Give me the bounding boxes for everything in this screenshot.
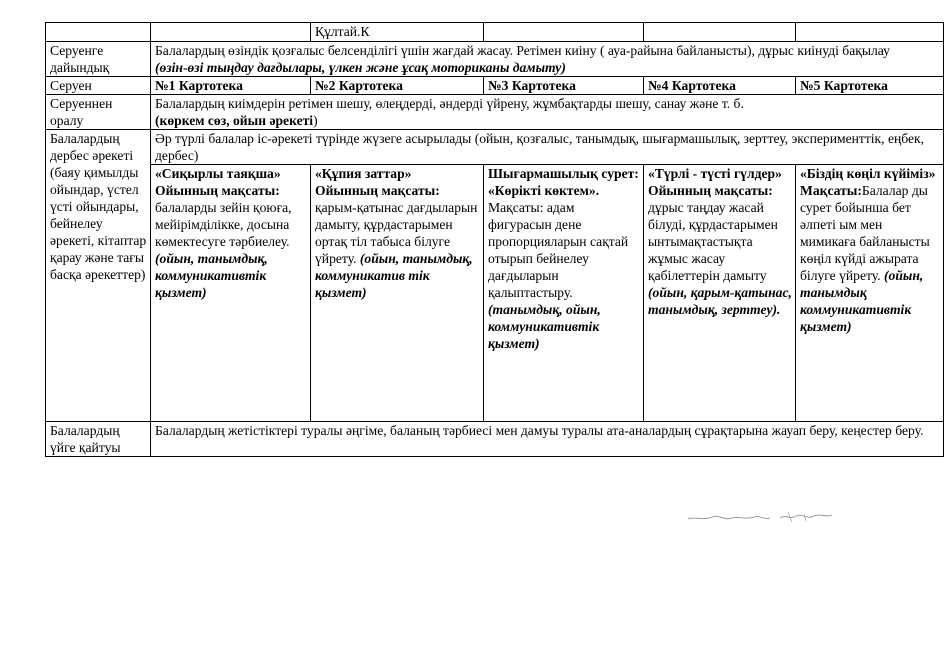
cell-empty xyxy=(796,23,944,42)
free-intro: Әр түрлі балалар іс-әрекеті түрінде жүзеге асырылады (ойын, қозғалыс, танымдық, шығармашылық, зерттеу, эксперименттік, еңбек, дербес) xyxy=(151,130,944,165)
activity-3 xyxy=(484,165,644,422)
card-5: №5 Картотека xyxy=(796,77,944,95)
activity-5-text: Балалар ды сурет бойынша бет әлпеті ым мен мимикаға байланысты көңіл күйді ажырата білуге үйрету. xyxy=(800,183,930,283)
prep-cell xyxy=(151,42,944,77)
row-label-home: Балалардың үйге қайтуы xyxy=(46,422,151,457)
cell-empty xyxy=(484,23,644,42)
activity-4-text: дұрыс таңдау жасай білуді, құрдастарымен ынтымақтастықта жұмыс жасау қабілеттерін дамыту xyxy=(648,200,778,283)
plan-table xyxy=(45,22,944,457)
signature-mark xyxy=(686,508,836,526)
table-row-header xyxy=(46,23,944,42)
cell-teacher: Құлтай.К xyxy=(311,23,484,42)
activity-2-text: қарым-қатынас дағдыларын дамыту, құрдастарымен ортақ тіл табыса білуге үйрету. xyxy=(315,200,478,266)
activity-2-title: «Құпия заттар» xyxy=(315,166,412,181)
activity-3-goal: Мақсаты: адам фигурасын дене пропорцияларын сақтай отырып бейнелеу дағдыларын қалыптастыру. xyxy=(488,200,629,300)
prep-text: Балалардың өзіндік қозғалыс белсенділігі үшін жағдай жасау. Ретімен киіну ( ауа-райына байланысты), дұрыс киінуді бақылау xyxy=(155,43,890,58)
cell-empty xyxy=(644,23,796,42)
table-row-walk xyxy=(46,77,944,95)
activity-1 xyxy=(151,165,311,422)
activity-1-goal-label: Ойынның мақсаты: xyxy=(155,183,280,198)
table-row-free-intro xyxy=(46,130,944,165)
card-1: №1 Картотека xyxy=(151,77,311,95)
table-row-prep xyxy=(46,42,944,77)
activity-1-title: «Сиқырлы таяқша» xyxy=(155,166,281,181)
row-label-prep: Серуенге дайындық xyxy=(46,42,151,77)
activity-2-type: (ойын, танымдық, коммуникатив тік қызмет) xyxy=(315,251,473,300)
activity-2-goal-label: Ойынның мақсаты: xyxy=(315,183,440,198)
activity-5-title: «Біздің көңіл күйіміз» xyxy=(800,166,936,181)
card-4: №4 Картотека xyxy=(644,77,796,95)
return-cell xyxy=(151,95,944,130)
cell-empty xyxy=(46,23,151,42)
home-text: Балалардың жетістіктері туралы әңгіме, баланың тәрбиесі мен дамуы туралы ата-аналардың сұрақтарына жауап беру, кеңестер беру. xyxy=(151,422,944,457)
table-row-return xyxy=(46,95,944,130)
row-label-walk: Серуен xyxy=(46,77,151,95)
prep-note: (өзін-өзі тыңдау дағдылары, үлкен және ұсақ моториканы дамыту) xyxy=(155,60,566,75)
activity-4-title: «Түрлі - түсті гүлдер» Ойынның мақсаты: xyxy=(648,166,782,198)
card-3: №3 Картотека xyxy=(484,77,644,95)
activity-5-goal-label: Мақсаты: xyxy=(800,183,862,198)
activity-2 xyxy=(311,165,484,422)
row-label-free: Балалардың дербес әрекеті (баяу қимылды ойындар, үстел үсті ойындары, бейнелеу әрекеті, кітаптар қарау және тағы басқа әрекеттер) xyxy=(46,130,151,422)
activity-3-type: (танымдық, ойын, коммуникативтік қызмет) xyxy=(488,302,601,351)
activity-5-type: (ойын, танымдық коммуникативтік қызмет) xyxy=(800,268,924,334)
cell-empty xyxy=(151,23,311,42)
return-note: (көркем сөз, ойын әрекеті xyxy=(155,113,314,128)
return-text: Балалардың киімдерін ретімен шешу, өлеңдерді, әндерді үйрену, жұмбақтарды шешу, санау және т. б. xyxy=(155,96,744,111)
activity-3-title: Шығармашылық сурет: «Көрікті көктем». xyxy=(488,166,639,198)
table-row-free-activities xyxy=(46,165,944,422)
activity-4-type: (ойын, қарым-қатынас, танымдық, зерттеу). xyxy=(648,285,792,317)
activity-5 xyxy=(796,165,944,422)
card-2: №2 Картотека xyxy=(311,77,484,95)
activity-4 xyxy=(644,165,796,422)
row-label-return: Серуеннен оралу xyxy=(46,95,151,130)
activity-1-type: (ойын, танымдық, коммуникативтік қызмет) xyxy=(155,251,268,300)
return-note-tail: ) xyxy=(313,113,318,128)
activity-1-text: балаларды зейін қоюға, мейірімділікке, досына көмектесуге тәрбиелеу. xyxy=(155,200,292,249)
table-row-home xyxy=(46,422,944,457)
